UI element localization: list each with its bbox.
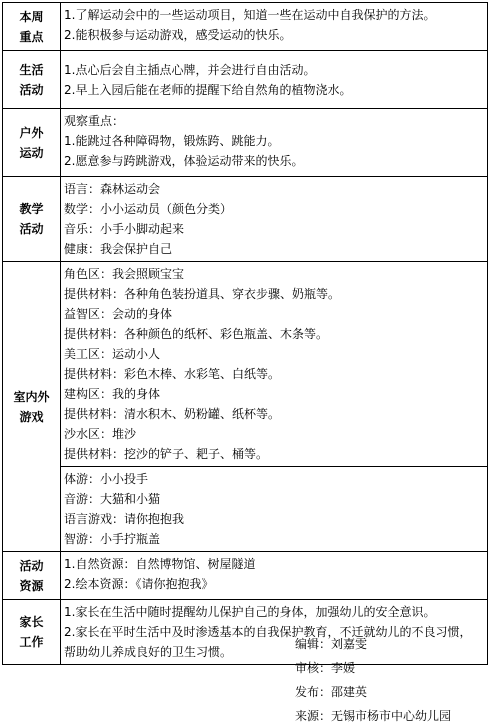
publisher-credit: 发布：邵建英 <box>295 685 368 699</box>
row-content: 语言：森林运动会 数学：小小运动员（颜色分类） 音乐：小手小脚动起来 健康：我会保护自己 <box>61 177 488 262</box>
row-content: 1.自然资源：自然博物馆、树屋隧道 2.绘本资源：《请你抱抱我》 <box>61 552 488 600</box>
reviewer-credit: 审核：李媛 <box>295 661 356 675</box>
row-category: 室内外 游戏 <box>3 262 61 552</box>
row-category: 户外 运动 <box>3 109 61 177</box>
credits-footer <box>295 632 451 728</box>
row-content: 1.了解运动会中的一些运动项目，知道一些在运动中自我保护的方法。 2.能积极参与运动游戏，感受运动的快乐。 <box>61 3 488 51</box>
row-content: 观察重点： 1.能跳过各种障碍物，锻炼跨、跳能力。 2.愿意参与跨跳游戏，体验运动带来的快乐。 <box>61 109 488 177</box>
source-credit: 来源：无锡市杨市中心幼儿园 <box>295 709 452 723</box>
row-category: 家长 工作 <box>3 600 61 665</box>
table-row <box>3 3 488 51</box>
row-category: 生活 活动 <box>3 51 61 109</box>
editor-credit: 编辑：刘嘉雯 <box>295 637 368 651</box>
indoor-games-content: 角色区：我会照顾宝宝 提供材料：各种角色装扮道具、穿衣步骤、奶瓶等。 益智区：会动的身体 提供材料：各种颜色的纸杯、彩色瓶盖、木条等。 美工区：运动小人 提供材料：彩色木棒、水彩笔、白纸等。 建构区：我的身体 提供材料：清水积木、奶粉罐、纸杯等。 沙水区：堆沙 提供材料：挖沙的铲子、耙子、桶等。 <box>61 262 488 467</box>
table-row <box>3 51 488 109</box>
row-content: 1.家长在生活中随时提醒幼儿保护自己的身体，加强幼儿的安全意识。 2.家长在平时生活中及时渗透基本的自我保护教育，不迁就幼儿的不良习惯，帮助幼儿养成良好的卫生习惯。 <box>61 600 488 665</box>
row-category: 教学 活动 <box>3 177 61 262</box>
table-row <box>3 552 488 600</box>
weekly-plan-table <box>2 2 488 665</box>
row-content: 1.点心后会自主插点心牌，并会进行自由活动。 2.早上入园后能在老师的提醒下给自然角的植物浇水。 <box>61 51 488 109</box>
row-category: 本周 重点 <box>3 3 61 51</box>
row-category: 活动 资源 <box>3 552 61 600</box>
table-row <box>3 109 488 177</box>
outdoor-games-content: 体游：小小投手 音游：大猫和小猫 语言游戏：请你抱抱我 智游：小手拧瓶盖 <box>61 467 488 552</box>
table-row <box>3 177 488 262</box>
table-row <box>3 467 488 552</box>
table-row <box>3 262 488 467</box>
